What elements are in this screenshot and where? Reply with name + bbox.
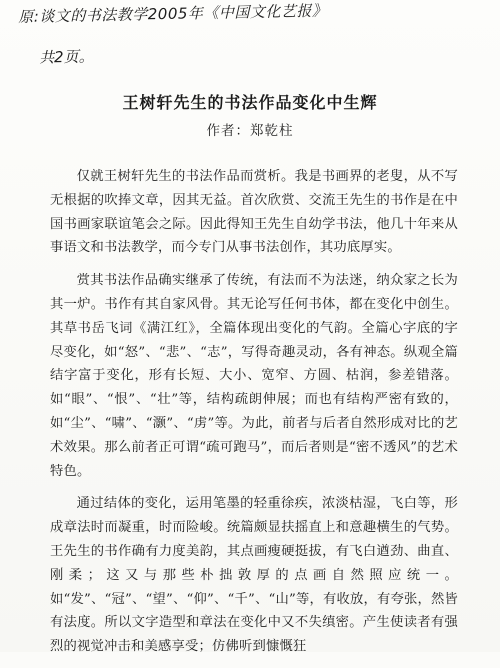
paragraph-3: 通过结体的变化，运用笔墨的轻重徐疾，浓淡枯湿，飞白等，形成章法时而凝重，时而险峻。统篇颇显扶摇直上和意趣横生的气势。王先生的书作确有力度美韵，其点画瘦硬挺拔，有飞白遒劲、曲直、刚柔；这又与那些朴拙敦厚的点画自然照应统一。如“发”、“冠”、“望”、“仰”、“千”、“山”等，有收放，有夸张，然皆有法度。所以文字造型和章法在变化中又不失缜密。产生使读者有强烈的视觉冲击和美感享受；仿佛听到慷慨狂 <box>50 496 458 655</box>
handwritten-page-count: 共2页。 <box>38 47 94 67</box>
paragraph-2: 赏其书法作品确实继承了传统，有法而不为法迷，纳众家之长为其一炉。书作有其自家风骨。其无论写任何书体，都在变化中创生。其草书岳飞词《满江红》，全篇体现出变化的气韵。全篇心字底的字尽变化，如“怒”、“悲”、“志”，写得奇趣灵动，各有神态。纵观全篇结字富于变化，形有长短、大小、宽窄、方圆、枯润，参差错落。如“眼”、“恨”、“壮”等，结构疏朗伸展；而也有结构严密有致的，如“尘”、“啸”、“灏”、“虏”等。为此，前者与后者自然形成对比的艺术效果。那么前者正可谓“疏可跑马”，而后者则是“密不透风”的艺术特色。 <box>50 273 458 479</box>
article-author: 作者：郑乾柱 <box>206 123 294 139</box>
paragraph-1: 仅就王树轩先生的书法作品而赏析。我是书画界的老叟，从不写无根据的吹捧文章，因其无益。首次欣赏、交流王先生的书作是在中国书画家联谊笔会之际。因此得知王先生自幼学书法，他几十年来从事语文和书法教学，而今专门从事书法创作，其功底厚实。 <box>50 169 458 256</box>
handwritten-annotation <box>18 0 328 68</box>
article-body <box>50 165 458 668</box>
handwritten-source-note: 原:谈文的书法教学2005年《中国文化艺报》 <box>18 1 328 26</box>
article-title: 王树轩先生的书法作品变化中生辉 <box>122 93 378 112</box>
